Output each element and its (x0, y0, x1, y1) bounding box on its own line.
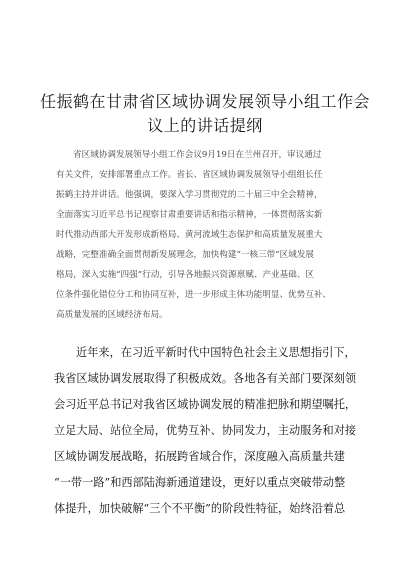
body-line: 近年来，在习近平新时代中国特色社会主义思想指引下， (76, 346, 356, 359)
summary-paragraph (56, 145, 356, 325)
summary-line: 位条件强化错位分工和协同互补，进一步形成主体功能明显、优势互补、 (56, 290, 332, 300)
summary-line: 时代推动西部大开发形成新格局、黄河流域生态保护和高质量发展重大 (56, 230, 323, 240)
body-line: 区域协调发展战略，拓展跨省域合作，深度融入高质量共建 (54, 450, 345, 463)
summary-line: 有关文件，安排部署重点工作。省长、省区域协调发展领导小组组长任 (56, 170, 323, 180)
body-paragraph (54, 340, 359, 522)
body-line: 立足大局、站位全局，优势互补、协同发力，主动服务和对接 (54, 424, 357, 437)
body-line: 会习近平总书记对我省区域协调发展的精准把脉和期望嘱托， (54, 398, 357, 411)
summary-line: 全面落实习近平总书记视察甘肃重要讲话和指示精神，一体贯彻落实新 (56, 210, 323, 220)
summary-line: 振鹤主持并讲话。他强调，要深入学习贯彻党的二十届三中全会精神， (56, 190, 323, 200)
summary-line: 战略，完整准确全面贯彻新发展理念，加快构建“一核三带”区域发展 (56, 250, 315, 260)
document-title (30, 90, 380, 138)
summary-line: 省区域协调发展领导小组工作会议9月19日在兰州召开，审议通过 (73, 150, 322, 160)
title-line-1: 任振鹤在甘肃省区域协调发展领导小组工作会 (39, 92, 370, 111)
summary-line: 格局，深入实施“四强”行动，引导各地振兴资源禀赋、产业基础、区 (56, 270, 315, 280)
summary-line: 高质量发展的区域经济布局。 (56, 310, 168, 320)
title-line-2: 议上的讲话提纲 (147, 116, 263, 135)
body-line: 我省区域协调发展取得了积极成效。各地各有关部门要深刻领 (54, 372, 357, 385)
body-line: 体提升，加快破解“三个不平衡”的阶段性特征，始终沿着总 (54, 502, 346, 515)
body-line: “一带一路”和西部陆海新通道建设，更好以重点突破带动整 (54, 476, 346, 489)
